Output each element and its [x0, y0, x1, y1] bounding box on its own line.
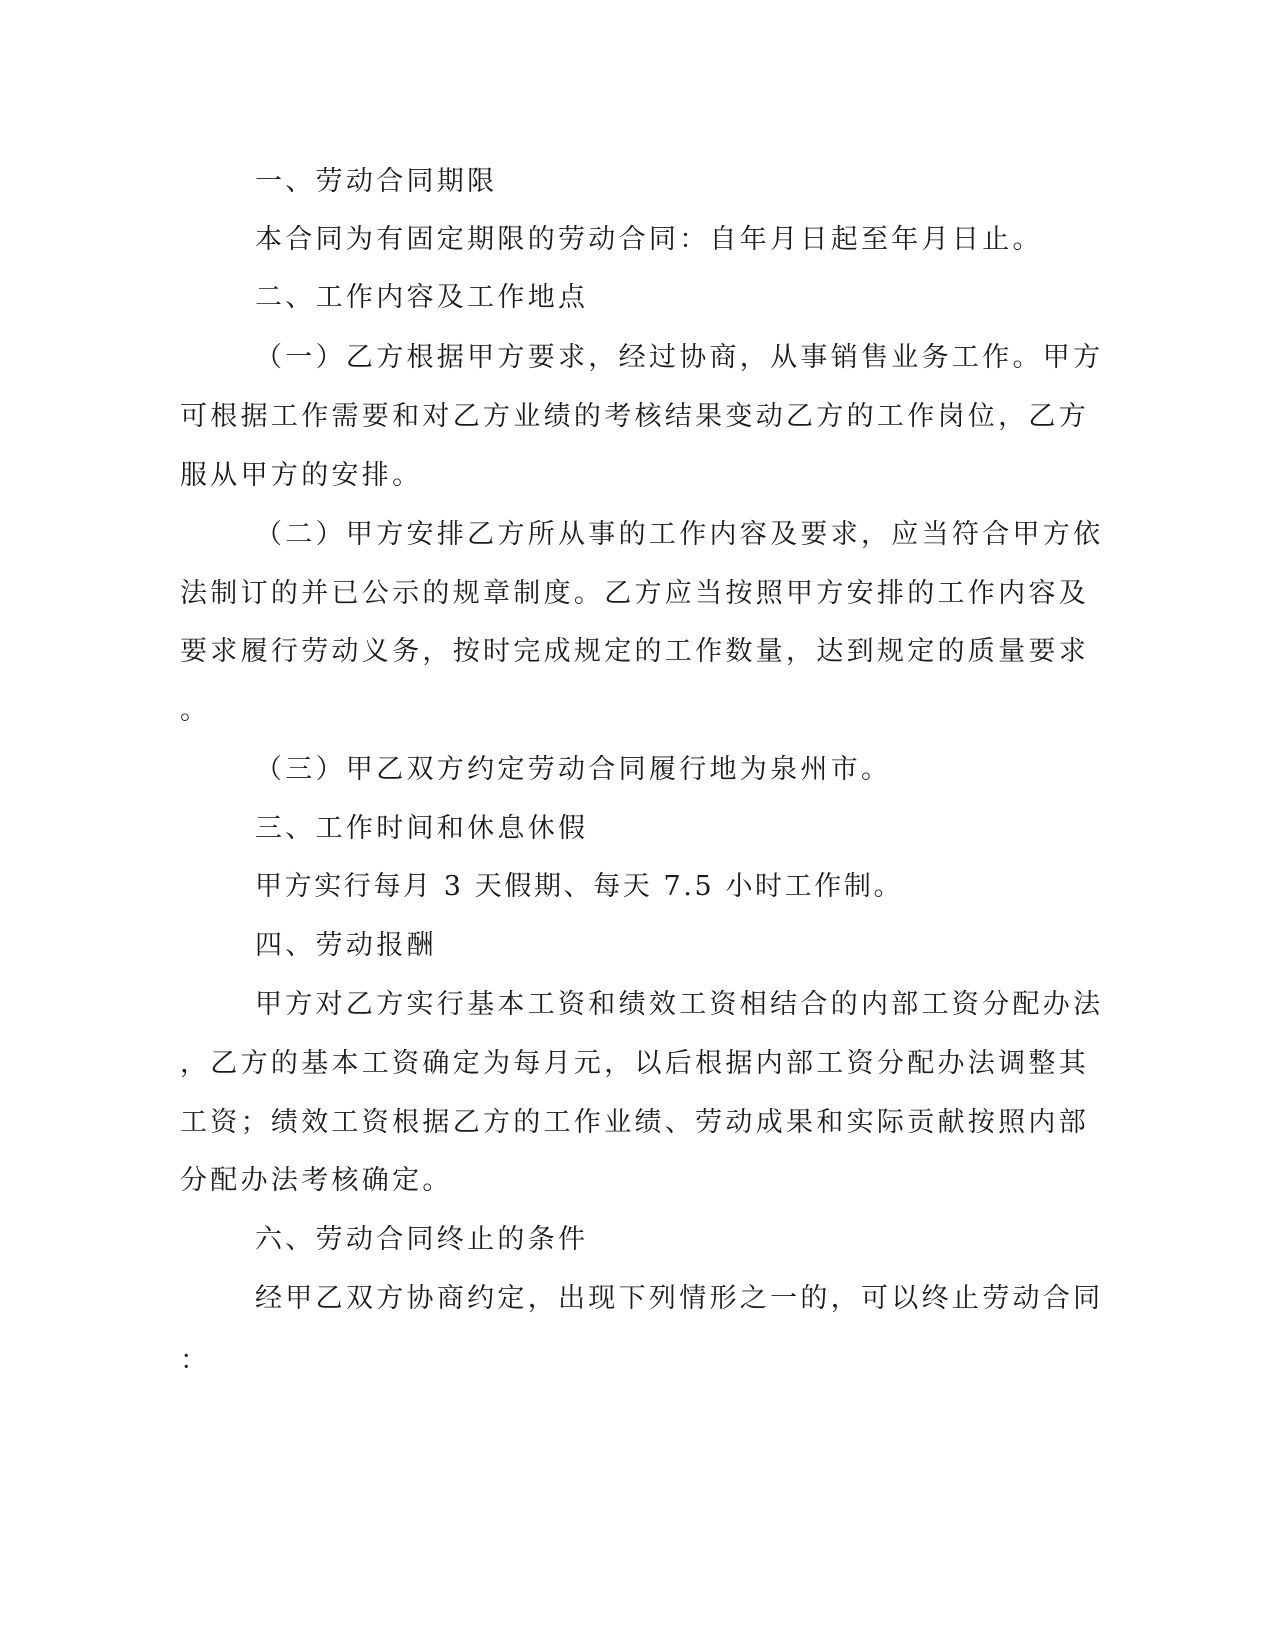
paragraph-line: 。 — [180, 695, 211, 726]
paragraph-line: （二）甲方安排乙方所从事的工作内容及要求，应当符合甲方依 — [255, 519, 1104, 550]
paragraph-work-location: （三）甲乙双方约定劳动合同履行地为泉州市。 — [255, 754, 892, 785]
section-heading-work-content: 二、工作内容及工作地点 — [255, 282, 589, 313]
paragraph-line: ： — [180, 1345, 211, 1376]
paragraph-line: （一）乙方根据甲方要求，经过协商，从事销售业务工作。甲方 — [255, 342, 1104, 373]
paragraph-line: ，乙方的基本工资确定为每月元，以后根据内部工资分配办法调整其 — [180, 1048, 1089, 1079]
paragraph-line: 工资；绩效工资根据乙方的工作业绩、劳动成果和实际贡献按照内部 — [180, 1107, 1089, 1138]
paragraph-contract-term: 本合同为有固定期限的劳动合同：自年月日起至年月日止。 — [255, 224, 1043, 255]
paragraph-line: 法制订的并已公示的规章制度。乙方应当按照甲方安排的工作内容及 — [180, 578, 1089, 609]
section-heading-termination: 六、劳动合同终止的条件 — [255, 1224, 589, 1255]
paragraph-work-hours: 甲方实行每月 3 天假期、每天 7.5 小时工作制。 — [255, 871, 904, 902]
paragraph-line: 要求履行劳动义务，按时完成规定的工作数量，达到规定的质量要求 — [180, 636, 1089, 667]
paragraph-line: 经甲乙双方协商约定，出现下列情形之一的，可以终止劳动合同 — [255, 1283, 1104, 1314]
paragraph-line: 服从甲方的安排。 — [180, 460, 423, 491]
section-heading-compensation: 四、劳动报酬 — [255, 930, 437, 961]
section-heading-contract-term: 一、劳动合同期限 — [255, 166, 498, 197]
paragraph-line: 甲方对乙方实行基本工资和绩效工资相结合的内部工资分配办法 — [255, 989, 1104, 1020]
paragraph-line: 分配办法考核确定。 — [180, 1165, 453, 1196]
paragraph-line: 可根据工作需要和对乙方业绩的考核结果变动乙方的工作岗位，乙方 — [180, 401, 1089, 432]
section-heading-work-hours: 三、工作时间和休息休假 — [255, 813, 589, 844]
